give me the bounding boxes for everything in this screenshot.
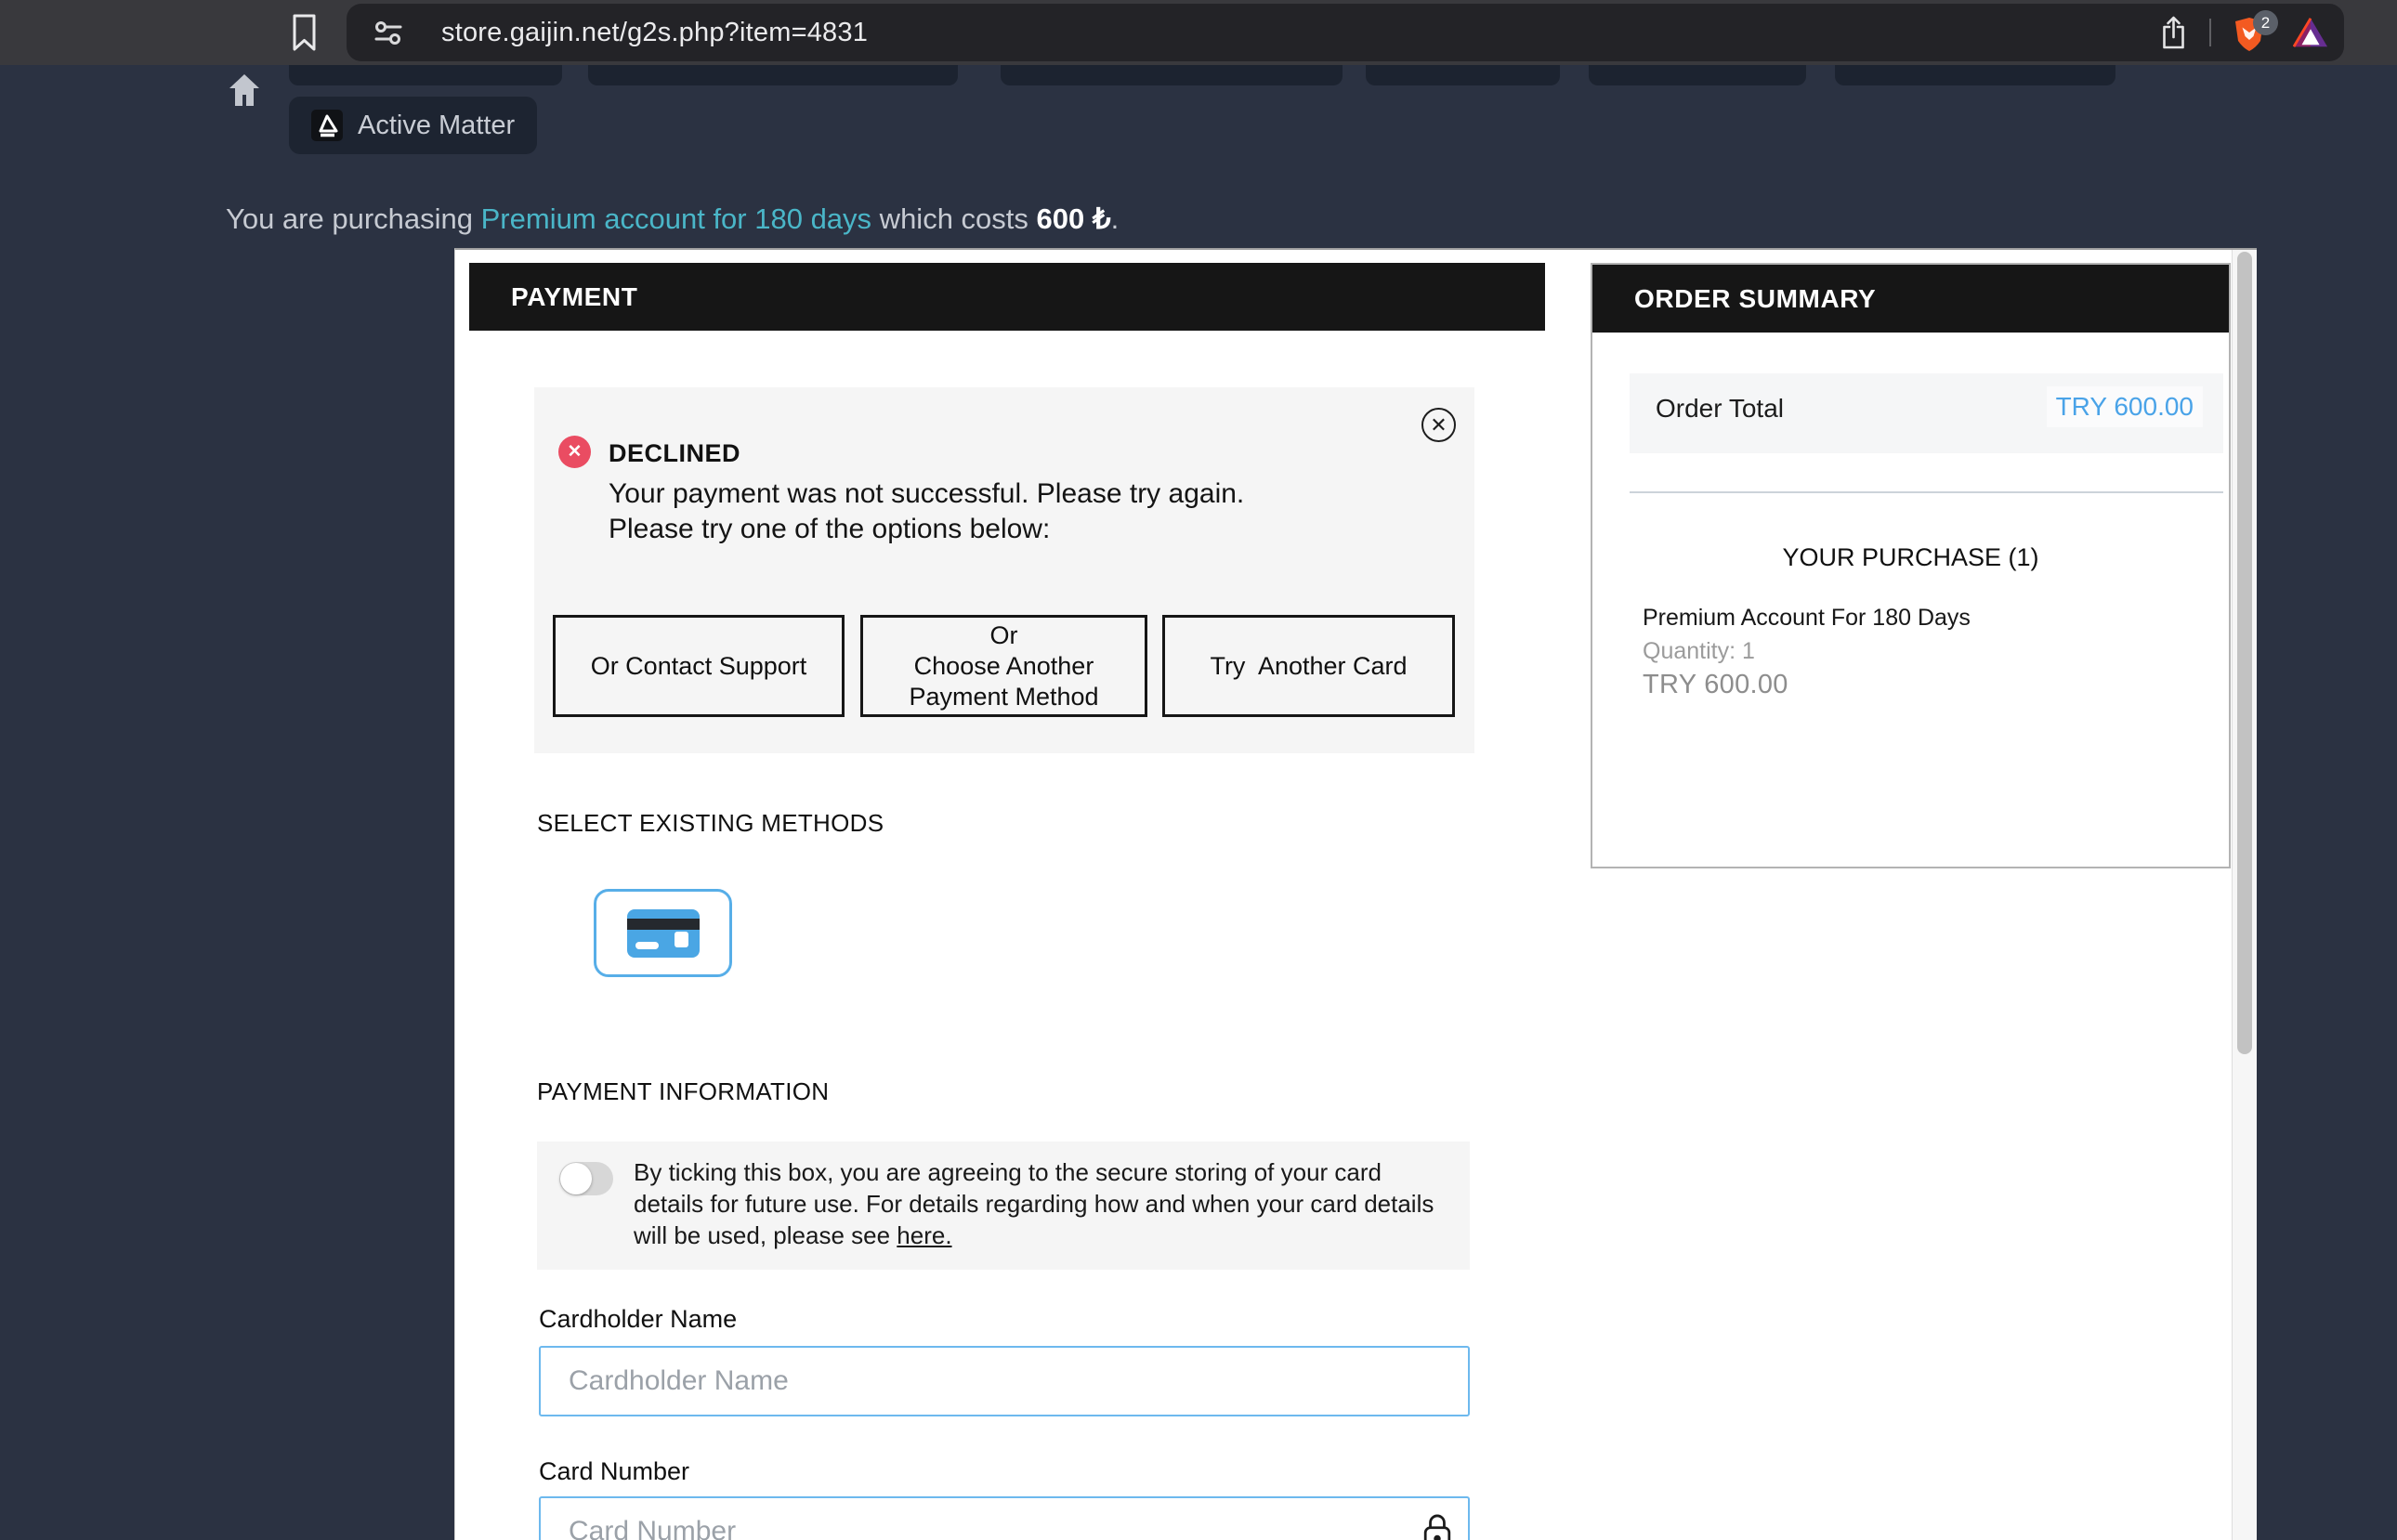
purchase-middle: which costs bbox=[871, 202, 1037, 235]
declined-message bbox=[609, 476, 1244, 547]
nav-tab[interactable] bbox=[1366, 65, 1560, 85]
bat-rewards-icon[interactable] bbox=[2293, 17, 2328, 48]
card-number-input[interactable] bbox=[539, 1496, 1470, 1540]
purchase-prefix: You are purchasing bbox=[226, 202, 481, 235]
nav-tab[interactable] bbox=[1589, 65, 1806, 85]
share-icon[interactable] bbox=[2160, 16, 2187, 50]
order-total-row bbox=[1630, 373, 2223, 453]
toolbar-actions bbox=[2160, 4, 2328, 61]
browser-toolbar bbox=[0, 0, 2397, 65]
choose-another-method-button[interactable]: Or Choose Another Payment Method bbox=[860, 615, 1147, 717]
nav-tab[interactable] bbox=[1835, 65, 2115, 85]
product-link[interactable]: Premium account for 180 days bbox=[480, 202, 872, 235]
toolbar-divider bbox=[2209, 19, 2211, 46]
payment-header: PAYMENT bbox=[469, 263, 1545, 331]
purchase-summary-line bbox=[226, 202, 1119, 236]
try-another-card-button[interactable]: Try Another Card bbox=[1162, 615, 1455, 717]
purchase-item-quantity: Quantity: 1 bbox=[1643, 638, 1755, 664]
active-matter-button[interactable] bbox=[289, 97, 537, 154]
payment-info-heading: PAYMENT INFORMATION bbox=[537, 1077, 830, 1105]
order-summary-header: ORDER SUMMARY bbox=[1592, 265, 2229, 333]
consent-box bbox=[537, 1142, 1470, 1270]
purchase-item-price: TRY 600.00 bbox=[1643, 670, 1788, 699]
scrollbar-thumb[interactable] bbox=[2237, 252, 2252, 1054]
error-icon: ✕ bbox=[558, 436, 591, 468]
active-matter-label: Active Matter bbox=[358, 110, 516, 140]
declined-message-line2: Please try one of the options below: bbox=[609, 514, 1051, 544]
purchase-price: 600 ₺ bbox=[1036, 202, 1111, 235]
declined-message-line1: Your payment was not successful. Please try again. bbox=[609, 478, 1245, 509]
bookmark-icon[interactable] bbox=[292, 13, 317, 52]
brave-shield-button[interactable] bbox=[2233, 13, 2271, 52]
purchase-item-name: Premium Account For 180 Days bbox=[1643, 605, 1971, 631]
store-card-toggle[interactable] bbox=[559, 1162, 613, 1195]
order-total-value: TRY 600.00 bbox=[2047, 386, 2203, 427]
purchase-suffix: . bbox=[1110, 202, 1120, 235]
home-icon[interactable] bbox=[229, 72, 260, 108]
modal-scrollbar[interactable] bbox=[2232, 250, 2257, 1540]
consent-here-link[interactable]: here. bbox=[897, 1221, 952, 1249]
url-text[interactable]: store.gaijin.net/g2s.php?item=4831 bbox=[441, 17, 869, 47]
credit-card-icon bbox=[627, 909, 700, 958]
declined-alert bbox=[534, 387, 1474, 753]
shield-badge: 2 bbox=[2253, 10, 2278, 35]
nav-tab[interactable] bbox=[289, 65, 562, 85]
cardholder-name-input[interactable] bbox=[539, 1346, 1470, 1416]
card-number-label: Card Number bbox=[539, 1457, 690, 1485]
order-summary-panel bbox=[1591, 263, 2231, 868]
tune-icon[interactable] bbox=[373, 17, 404, 48]
close-icon[interactable]: ✕ bbox=[1421, 408, 1456, 442]
saved-card-method-button[interactable] bbox=[594, 889, 732, 977]
declined-title: DECLINED bbox=[609, 439, 741, 467]
url-bar[interactable] bbox=[347, 4, 2344, 61]
checkout-modal bbox=[454, 248, 2257, 1540]
consent-text: By ticking this box, you are agreeing to the secure storing of your card details for future use. For details regarding how and when your card details will be used, please see here. bbox=[634, 1158, 1434, 1249]
your-purchase-heading: YOUR PURCHASE (1) bbox=[1782, 543, 2039, 571]
nav-tab[interactable] bbox=[588, 65, 958, 85]
toggle-knob bbox=[560, 1163, 592, 1194]
nav-tab[interactable] bbox=[1001, 65, 1343, 85]
contact-support-button[interactable]: Or Contact Support bbox=[553, 615, 845, 717]
select-methods-heading: SELECT EXISTING METHODS bbox=[537, 809, 884, 837]
cardholder-name-label: Cardholder Name bbox=[539, 1305, 738, 1333]
order-summary-divider bbox=[1630, 491, 2223, 493]
order-total-label: Order Total bbox=[1656, 394, 1784, 423]
active-matter-logo-icon bbox=[311, 110, 343, 141]
